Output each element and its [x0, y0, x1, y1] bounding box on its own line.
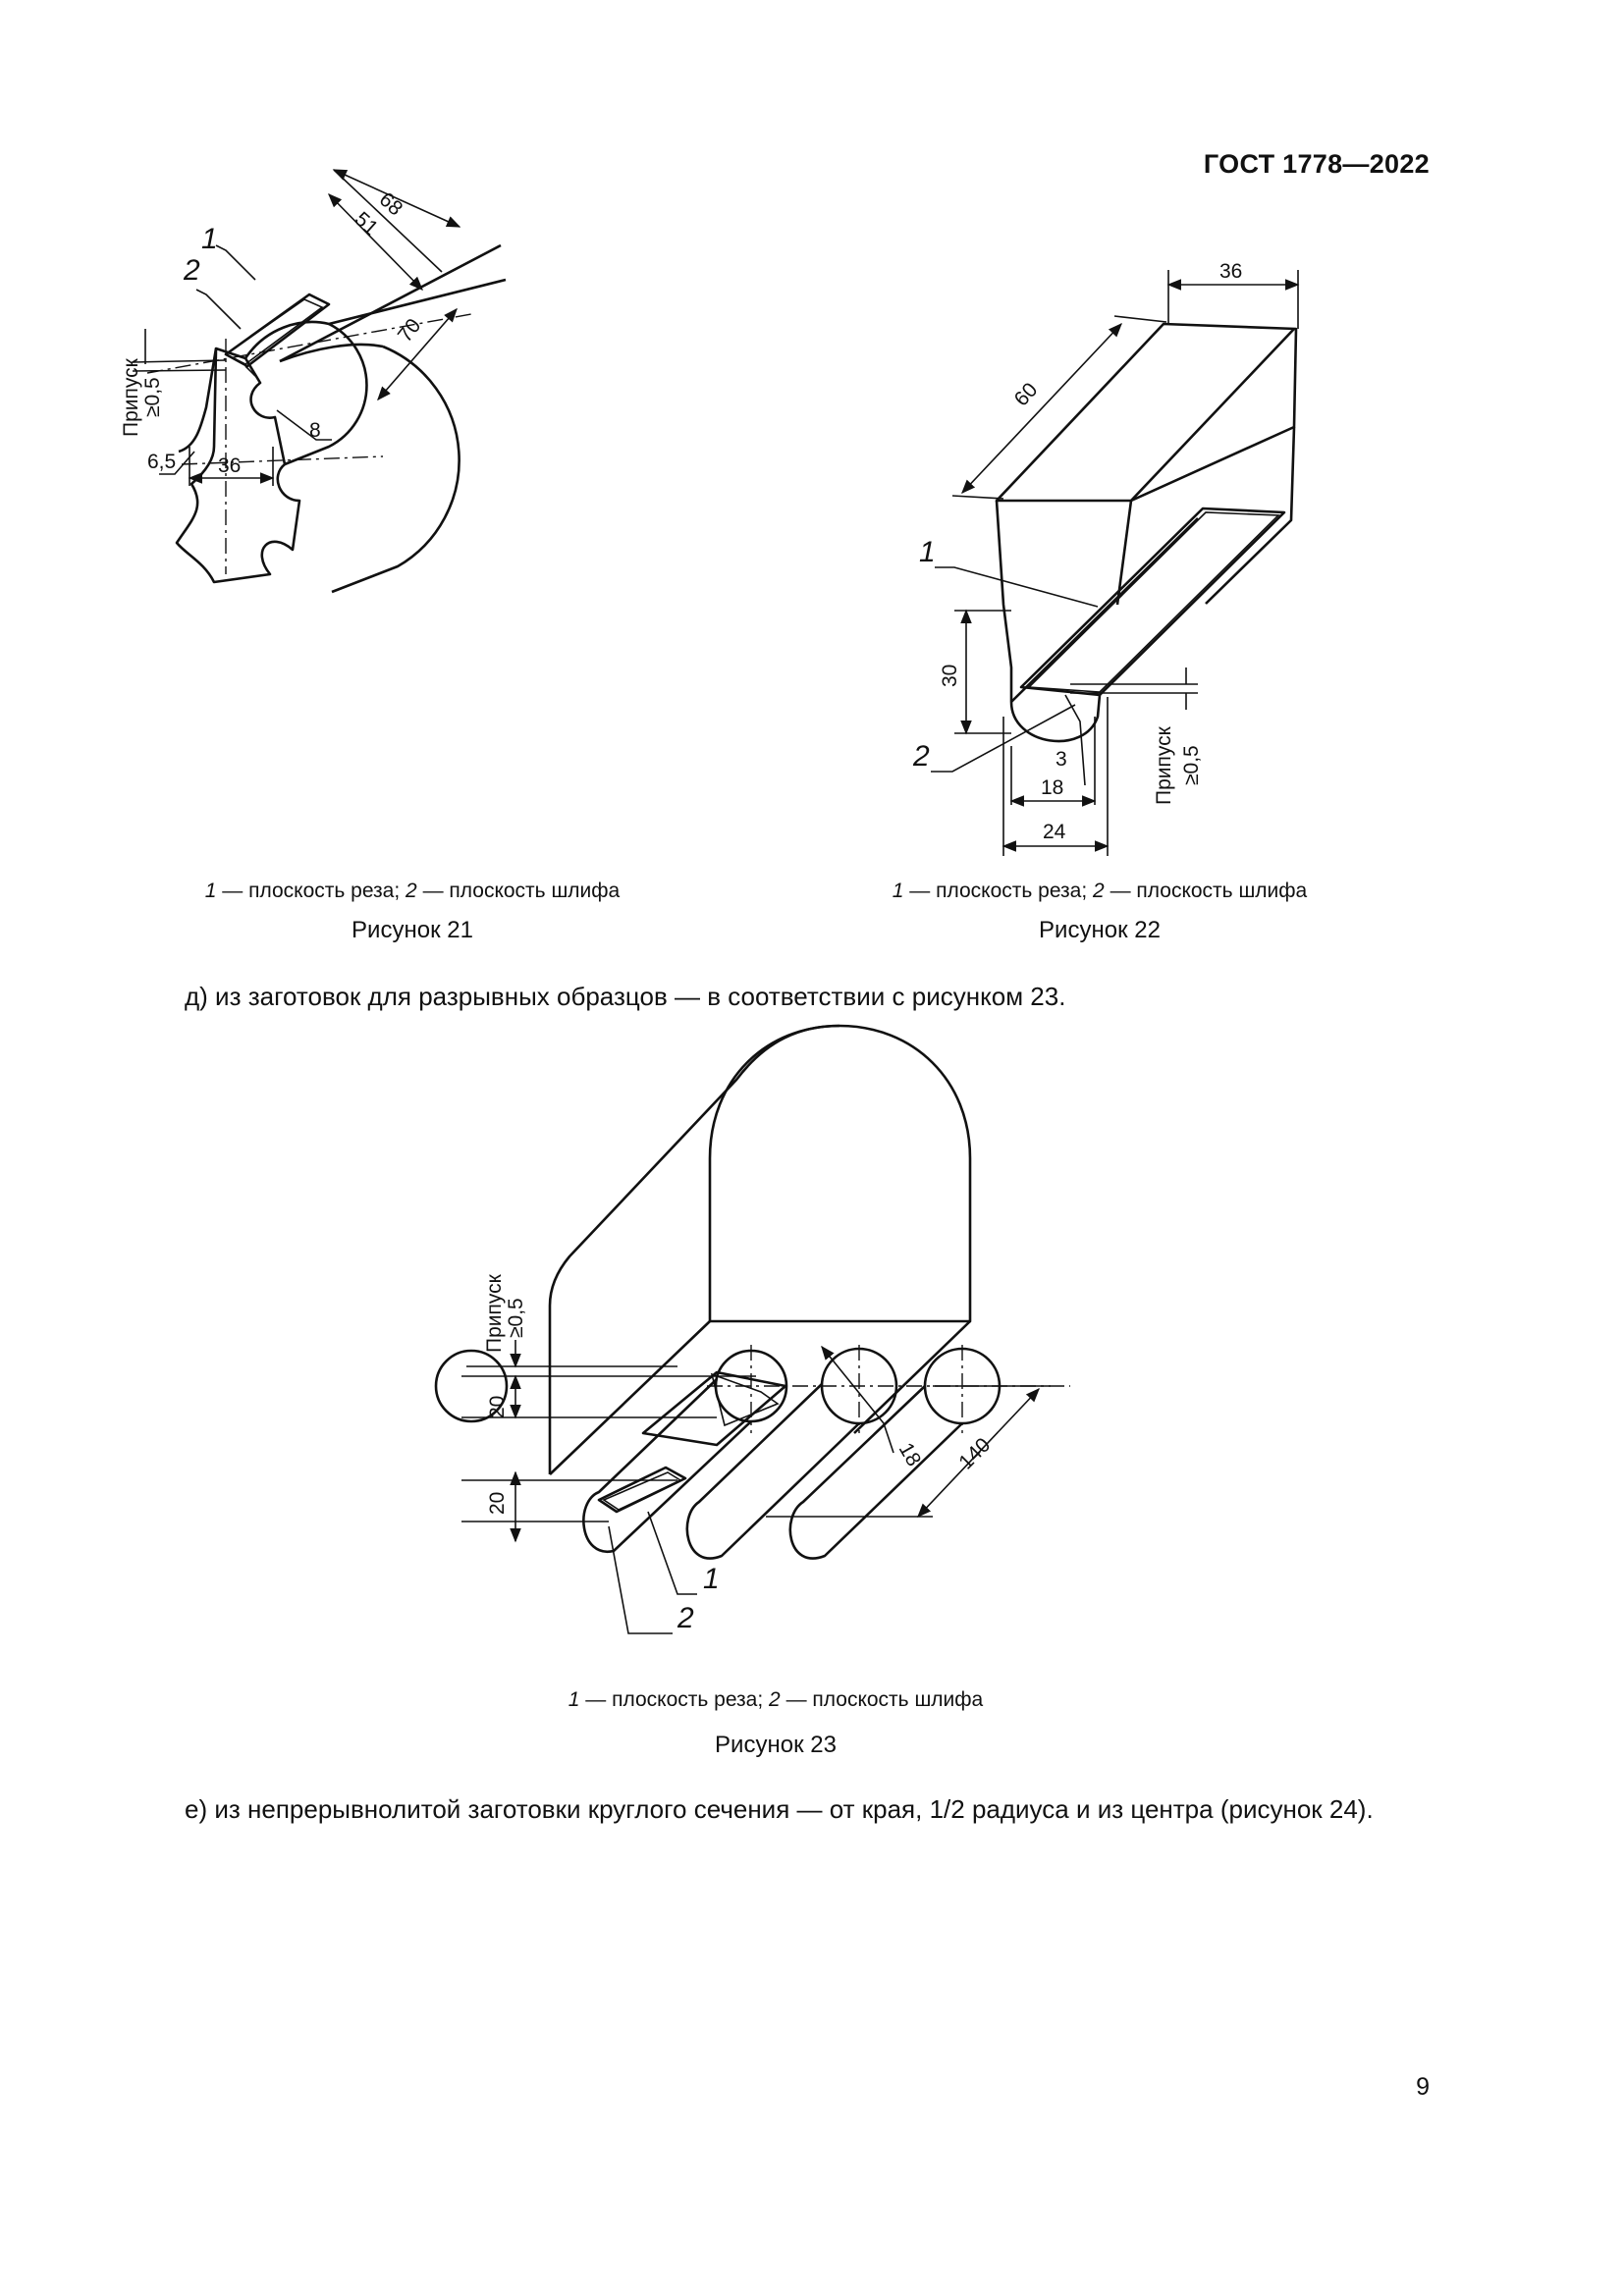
fig21-label-65: 6,5 — [147, 451, 177, 473]
fig22-callout-1-leader — [935, 567, 1098, 607]
figure-23-label: Рисунок 23 — [715, 1732, 837, 1758]
figure-22-caption — [864, 880, 1335, 903]
fig22-label-30: 30 — [939, 664, 961, 687]
document-header: ГОСТ 1778—2022 — [1203, 149, 1430, 179]
fig21-label-68: 68 — [374, 187, 407, 221]
figure-23-drawing — [471, 1021, 1100, 1649]
fig23-bottom-edge-2 — [854, 1321, 970, 1433]
fig22-allowance-label: Припуск — [1153, 726, 1175, 805]
fig23-callout-2: 2 — [677, 1602, 694, 1634]
fig22-label-24: 24 — [1043, 821, 1066, 843]
fig22-specimen — [1021, 508, 1284, 695]
figure-21-label: Рисунок 21 — [352, 917, 473, 943]
fig21-callout-1: 1 — [201, 223, 218, 255]
fig23-bar-1 — [583, 1379, 751, 1552]
fig23-label-20a: 20 — [486, 1395, 509, 1418]
caption-text-2: — плоскость шлифа — [780, 1688, 984, 1711]
fig23-callout-2-leader — [609, 1526, 673, 1633]
caption-num-1: 1 — [892, 880, 904, 902]
caption-text-2: — плоскость шлифа — [416, 880, 621, 902]
fig21-label-70: 70 — [393, 314, 426, 347]
figure-21-caption — [177, 880, 648, 903]
fig23-label-140: 140 — [954, 1433, 996, 1474]
fig21-outer-arc — [332, 347, 460, 592]
fig22-top-edge — [1131, 329, 1294, 501]
fig21-allowance-label: Припуск — [120, 358, 142, 437]
paragraph-d: д) из заготовок для разрывных образцов — в соответствии с рисунком 23. — [185, 982, 1066, 1011]
fig22-label-18: 18 — [1041, 776, 1064, 799]
caption-num-2: 2 — [406, 880, 417, 902]
fig23-label-20b: 20 — [486, 1491, 509, 1515]
fig23-label-18: 18 — [893, 1439, 926, 1470]
fig22-round — [1011, 695, 1100, 741]
paragraph-e: е) из непрерывнолитой заготовки круглого сечения — от края, 1/2 радиуса и из центра (рисунок 24). — [185, 1794, 1374, 1824]
fig23-allowance-value: ≥0,5 — [505, 1298, 527, 1338]
caption-num-1: 1 — [204, 880, 217, 902]
fig23-front-face — [710, 1026, 970, 1321]
fig23-allowance-label: Припуск — [483, 1274, 506, 1353]
fig22-label-60: 60 — [1009, 378, 1043, 411]
fig21-label-51: 51 — [350, 207, 383, 240]
caption-num-2: 2 — [769, 1688, 781, 1711]
caption-text-2: — плоскость шлифа — [1104, 880, 1308, 902]
fig21-allowance-value: ≥0,5 — [141, 377, 164, 417]
caption-text-1: — плоскость реза; — [579, 1688, 770, 1711]
figure-23-caption — [540, 1688, 1011, 1712]
fig22-ext-60 — [952, 316, 1166, 499]
fig23-leader-18 — [822, 1347, 893, 1453]
fig22-callout-1: 1 — [919, 536, 936, 568]
fig22-callout-2: 2 — [913, 740, 930, 773]
figure-22-drawing — [913, 255, 1326, 883]
fig21-inner-arc — [285, 324, 366, 464]
caption-num-1: 1 — [568, 1688, 580, 1711]
fig21-label-8: 8 — [309, 419, 321, 442]
figure-21-drawing — [120, 187, 736, 731]
fig21-label-36: 36 — [218, 454, 242, 477]
fig23-bar-2 — [687, 1384, 859, 1559]
fig22-label-3: 3 — [1056, 748, 1067, 771]
fig21-callout-2: 2 — [184, 254, 200, 287]
fig22-top-face — [997, 324, 1296, 501]
fig23-callout-1-leader — [648, 1512, 697, 1594]
fig22-lower-edge — [1011, 518, 1198, 702]
figure-22-label: Рисунок 22 — [1039, 917, 1161, 943]
fig21-ext-68 — [334, 170, 442, 272]
caption-text-1: — плоскость реза; — [903, 880, 1094, 902]
caption-text-1: — плоскость реза; — [216, 880, 406, 902]
fig22-hatch — [1029, 512, 1278, 692]
page-number: 9 — [1416, 2073, 1430, 2101]
fig23-callout-1: 1 — [703, 1563, 720, 1595]
fig22-dim-60 — [962, 324, 1121, 493]
caption-num-2: 2 — [1093, 880, 1105, 902]
fig21-callout-1-leader — [216, 245, 255, 280]
fig21-callout-2-leader — [196, 290, 241, 329]
fig22-label-36: 36 — [1219, 260, 1243, 283]
fig22-allowance-value: ≥0,5 — [1180, 745, 1203, 785]
fig21-leader-8 — [277, 410, 332, 440]
fig22-ext-30 — [954, 611, 1011, 733]
